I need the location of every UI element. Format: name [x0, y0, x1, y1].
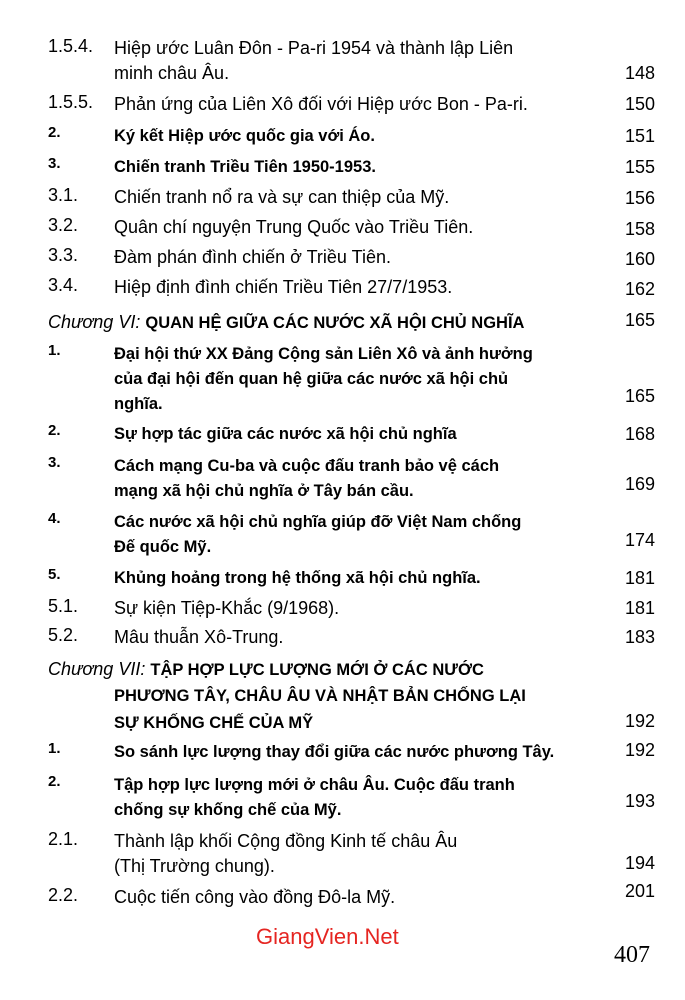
- entry-page: 169: [624, 474, 655, 494]
- entry-number: 5.1.: [48, 596, 79, 616]
- entry-page: 165: [624, 386, 655, 406]
- entry-page: 160: [624, 249, 655, 269]
- entry-number: 2.1.: [48, 829, 79, 849]
- entry-page: 156: [624, 188, 655, 208]
- entry-title: Các nước xã hội chủ nghĩa giúp đỡ Việt Nam chống Đế quốc Mỹ.: [114, 513, 522, 556]
- entry-title: Chiến tranh nổ ra và sự can thiệp của Mỹ.: [114, 187, 450, 207]
- entry-title: Đàm phán đình chiến ở Triều Tiên.: [114, 247, 391, 267]
- entry-page: 155: [624, 157, 655, 177]
- entry-title: Sự kiện Tiệp-Khắc (9/1968).: [114, 598, 340, 618]
- entry-title: Cuộc tiến công vào đồng Đô-la Mỹ.: [114, 887, 396, 907]
- entry-page: 181: [624, 568, 655, 588]
- entry-page: 181: [624, 598, 655, 618]
- entry-title: So sánh lực lượng thay đổi giữa các nước phương Tây.: [114, 743, 555, 761]
- entry-page: 194: [624, 853, 655, 873]
- entry-number: 5.2.: [48, 625, 79, 645]
- entry-page: 168: [624, 424, 655, 444]
- entry-number: 1.5.5.: [48, 92, 94, 112]
- entry-page: 174: [624, 530, 655, 550]
- entry-number: 2.: [48, 773, 61, 790]
- entry-number: 3.1.: [48, 185, 79, 205]
- entry-page: 150: [624, 94, 655, 114]
- entry-number: 2.: [48, 422, 61, 439]
- entry-title: Mâu thuẫn Xô-Trung.: [114, 627, 284, 647]
- chapter-label: Chương VI:: [48, 312, 141, 332]
- entry-page: 151: [624, 126, 655, 146]
- entry-page: 183: [624, 627, 655, 647]
- entry-title: Cách mạng Cu-ba và cuộc đấu tranh bảo vệ cách mạng xã hội chủ nghĩa ở Tây bán cầu.: [114, 457, 500, 500]
- chapter-name: TẬP HỢP LỰC LƯỢNG MỚI Ở CÁC NƯỚC: [150, 661, 484, 679]
- entry-title: Hiệp định đình chiến Triều Tiên 27/7/1953.: [114, 277, 453, 297]
- chapter-name: QUAN HỆ GIỮA CÁC NƯỚC XÃ HỘI CHỦ NGHĨA: [145, 314, 525, 332]
- entry-number: 2.2.: [48, 885, 79, 905]
- chapter-page: 192: [624, 711, 655, 731]
- entry-number: 3.3.: [48, 245, 79, 265]
- entry-number: 4.: [48, 510, 61, 527]
- entry-number: 1.5.4.: [48, 36, 94, 56]
- chapter-title: [48, 310, 608, 336]
- entry-title: Ký kết Hiệp ước quốc gia với Áo.: [114, 127, 375, 145]
- entry-number: 1.: [48, 342, 61, 359]
- entry-title: Hiệp ước Luân Đôn - Pa-ri 1954 và thành lập Liên minh châu Âu.: [114, 38, 514, 83]
- chapter-label: Chương VII:: [48, 659, 146, 679]
- entry-title: Khủng hoảng trong hệ thống xã hội chủ nghĩa.: [114, 569, 481, 587]
- entry-page: 158: [624, 219, 655, 239]
- entry-page: 148: [624, 63, 655, 83]
- entry-page: 201: [624, 881, 655, 901]
- page-number: 407: [614, 942, 650, 968]
- chapter-title-cont: PHƯƠNG TÂY, CHÂU ÂU VÀ NHẬT BẢN CHỐNG LẠI: [114, 687, 526, 705]
- entry-number: 3.4.: [48, 275, 79, 295]
- chapter-title-cont: SỰ KHỐNG CHẾ CỦA MỸ: [114, 714, 314, 732]
- chapter-title: [48, 657, 608, 683]
- entry-number: 2.: [48, 124, 61, 141]
- entry-number: 1.: [48, 740, 61, 757]
- watermark-logo: GiangVien.Net: [256, 924, 399, 949]
- entry-page: 192: [624, 740, 655, 760]
- entry-title: Phản ứng của Liên Xô đối với Hiệp ước Bon - Pa-ri.: [114, 94, 528, 114]
- entry-title: Thành lập khối Cộng đồng Kinh tế châu Âu (Thị Trường chung).: [114, 831, 458, 876]
- entry-title: Sự hợp tác giữa các nước xã hội chủ nghĩa: [114, 425, 457, 443]
- entry-number: 3.2.: [48, 215, 79, 235]
- entry-number: 3.: [48, 155, 61, 172]
- entry-number: 5.: [48, 566, 61, 583]
- chapter-page: 165: [624, 310, 655, 330]
- entry-page: 193: [624, 791, 655, 811]
- entry-title: Tập hợp lực lượng mới ở châu Âu. Cuộc đấu tranh chống sự khống chế của Mỹ.: [114, 776, 515, 819]
- entry-title: Đại hội thứ XX Đảng Cộng sản Liên Xô và ảnh hưởng của đại hội đến quan hệ giữa các nước xã hội chủ nghĩa.: [114, 345, 533, 413]
- entry-title: Chiến tranh Triều Tiên 1950-1953.: [114, 158, 376, 176]
- entry-title: Quân chí nguyện Trung Quốc vào Triều Tiên.: [114, 217, 474, 237]
- entry-page: 162: [624, 279, 655, 299]
- entry-number: 3.: [48, 454, 61, 471]
